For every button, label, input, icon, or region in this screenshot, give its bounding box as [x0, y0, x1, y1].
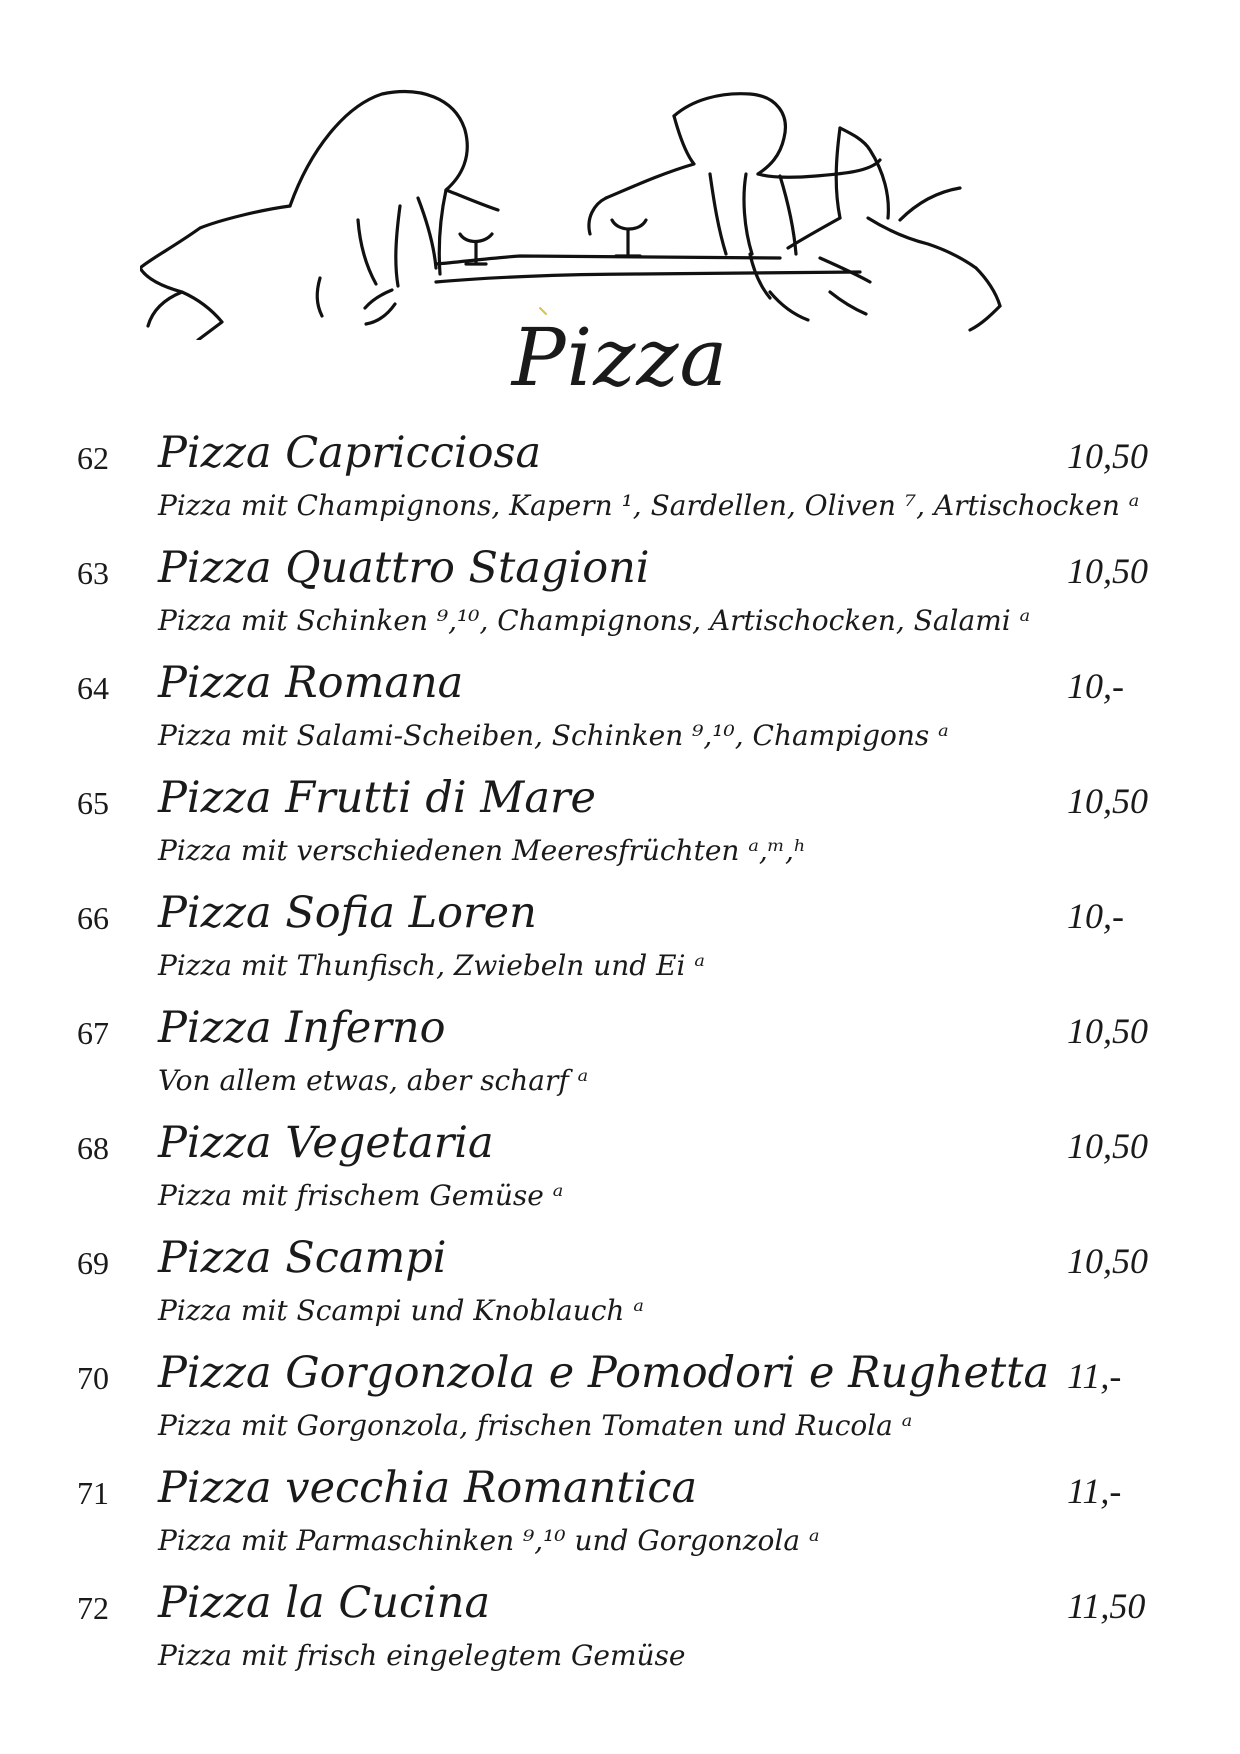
item-name: Pizza la Cucina [158, 1578, 491, 1628]
item-number: 72 [77, 1590, 109, 1626]
item-number: 65 [77, 785, 109, 821]
menu-item [0, 658, 1240, 777]
menu-item [0, 773, 1240, 892]
item-price: 11,50 [1067, 1586, 1146, 1626]
item-name: Pizza Sofia Loren [158, 888, 537, 938]
item-price: 10,50 [1067, 1126, 1148, 1166]
item-number: 70 [77, 1360, 109, 1396]
menu-item [0, 543, 1240, 662]
item-name: Pizza Romana [158, 658, 464, 708]
menu-list [0, 428, 1240, 1697]
item-price: 10,50 [1067, 1241, 1148, 1281]
item-name: Pizza Inferno [158, 1003, 446, 1053]
item-name: Pizza Gorgonzola e Pomodori e Rughetta [158, 1348, 1050, 1398]
menu-item [0, 1118, 1240, 1237]
menu-item [0, 1233, 1240, 1352]
item-price: 10,50 [1067, 436, 1148, 476]
item-description: Pizza mit Parmaschinken ⁹,¹⁰ und Gorgonzola ᵃ [158, 1524, 820, 1557]
item-description: Pizza mit Scampi und Knoblauch ᵃ [158, 1294, 644, 1327]
item-name: Pizza Scampi [158, 1233, 447, 1283]
item-description: Pizza mit frischem Gemüse ᵃ [158, 1179, 564, 1212]
page-title: Pizza [511, 311, 729, 404]
item-name: Pizza Vegetaria [158, 1118, 494, 1168]
item-description: Pizza mit Thunfisch, Zwiebeln und Ei ᵃ [158, 949, 705, 982]
couple-dining-illustration [140, 78, 1140, 340]
menu-item [0, 1348, 1240, 1467]
menu-item [0, 1578, 1240, 1697]
item-description: Pizza mit Schinken ⁹,¹⁰, Champignons, Artischocken, Salami ᵃ [158, 604, 1031, 637]
item-number: 68 [77, 1130, 109, 1166]
item-description: Pizza mit Gorgonzola, frischen Tomaten und Rucola ᵃ [158, 1409, 913, 1442]
menu-item [0, 1463, 1240, 1582]
item-number: 71 [77, 1475, 109, 1511]
item-description: Pizza mit Champignons, Kapern ¹, Sardellen, Oliven ⁷, Artischocken ᵃ [158, 489, 1140, 522]
item-price: 10,- [1067, 666, 1124, 706]
item-description: Pizza mit verschiedenen Meeresfrüchten ᵃ,ᵐ,ʰ [158, 834, 806, 867]
menu-item [0, 888, 1240, 1007]
item-description: Pizza mit Salami-Scheiben, Schinken ⁹,¹⁰, Champigons ᵃ [158, 719, 949, 752]
item-number: 67 [77, 1015, 109, 1051]
menu-item [0, 1003, 1240, 1122]
item-name: Pizza Frutti di Mare [158, 773, 596, 823]
item-price: 10,50 [1067, 551, 1148, 591]
item-price: 10,- [1067, 896, 1124, 936]
item-name: Pizza Capricciosa [158, 428, 542, 478]
item-price: 10,50 [1067, 781, 1148, 821]
item-number: 69 [77, 1245, 109, 1281]
item-price: 11,- [1067, 1356, 1122, 1396]
item-name: Pizza Quattro Stagioni [158, 543, 650, 593]
item-description: Pizza mit frisch eingelegtem Gemüse [158, 1639, 686, 1672]
item-number: 63 [77, 555, 109, 591]
item-number: 66 [77, 900, 109, 936]
item-name: Pizza vecchia Romantica [158, 1463, 698, 1513]
item-price: 11,- [1067, 1471, 1122, 1511]
item-number: 64 [77, 670, 109, 706]
item-number: 62 [77, 440, 109, 476]
menu-item [0, 428, 1240, 547]
item-price: 10,50 [1067, 1011, 1148, 1051]
item-description: Von allem etwas, aber scharf ᵃ [158, 1064, 589, 1097]
